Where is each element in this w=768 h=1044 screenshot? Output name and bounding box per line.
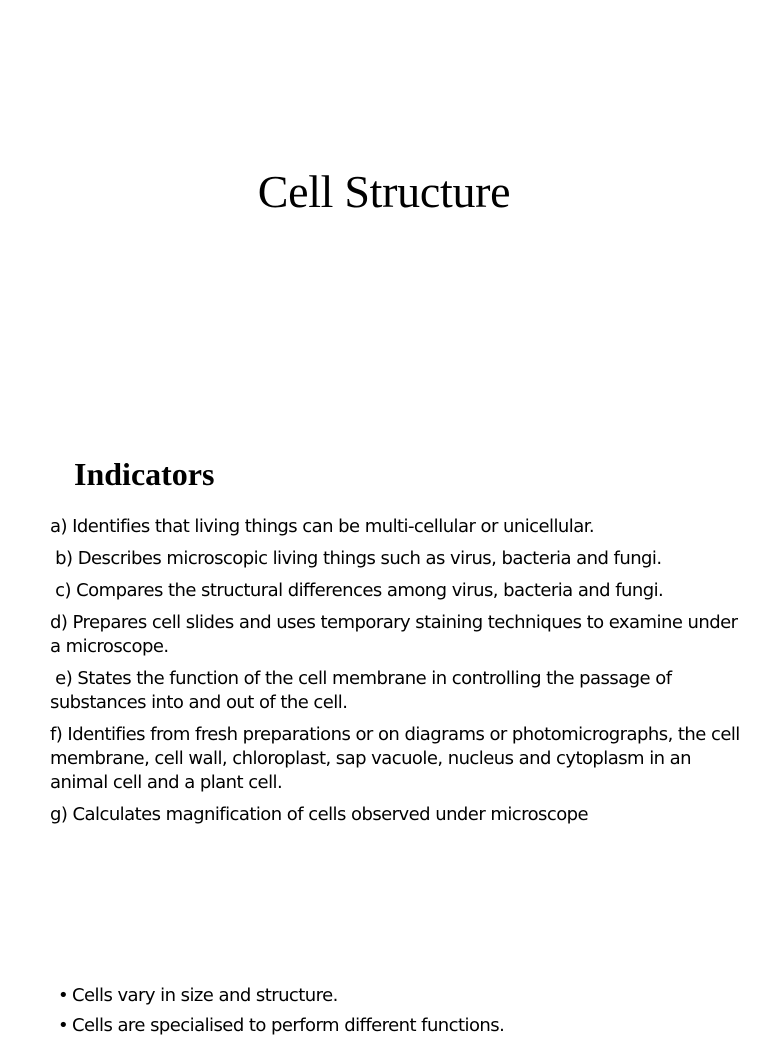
indicators-list	[50, 515, 745, 835]
indicator-item-c: c) Compares the structural differences among virus, bacteria and fungi.	[50, 580, 664, 601]
bullet-icon: •	[58, 1015, 69, 1036]
indicator-item-d: d) Prepares cell slides and uses temporary staining techniques to examine under a microscope.	[50, 612, 743, 657]
indicator-item-e: e) States the function of the cell membrane in controlling the passage of substances into and out of the cell.	[50, 668, 677, 713]
indicator-item-a: a) Identifies that living things can be multi-cellular or unicellular.	[50, 516, 595, 537]
bullet-icon: •	[58, 985, 69, 1006]
bullet-text: Cells are specialised to perform different functions.	[72, 1015, 505, 1036]
indicators-heading: Indicators	[74, 456, 215, 492]
notes-bullet-list	[58, 984, 738, 1044]
indicator-item-b: b) Describes microscopic living things such as virus, bacteria and fungi.	[50, 548, 662, 569]
page-title: Cell Structure	[257, 166, 511, 217]
bullet-item	[58, 984, 738, 1008]
indicator-item-f: f) Identifies from fresh preparations or on diagrams or photomicrographs, the cell membrane, cell wall, chloroplast, sap vacuole, nucleus and cytoplasm in an animal cell and a plant cell.	[50, 724, 745, 793]
bullet-item	[58, 1014, 738, 1038]
bullet-text: Cells vary in size and structure.	[72, 985, 338, 1006]
indicator-item-g: g) Calculates magnification of cells observed under microscope	[50, 804, 589, 825]
